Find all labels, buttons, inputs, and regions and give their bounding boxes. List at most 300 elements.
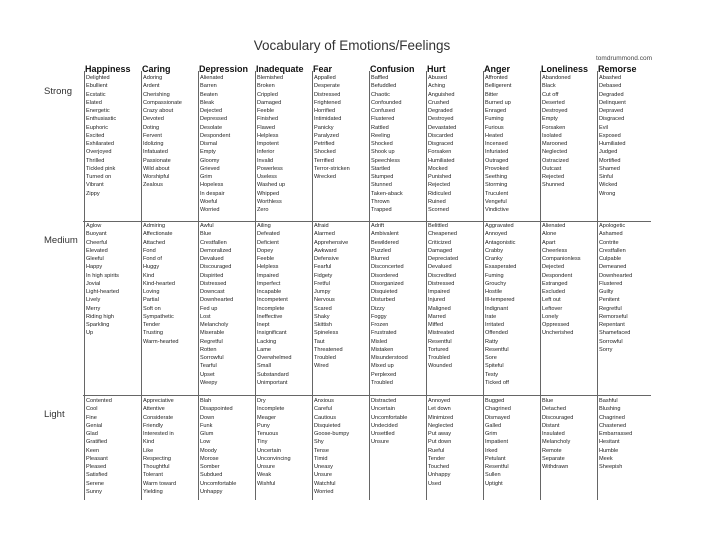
emotion-word: Worthless: [257, 198, 282, 205]
emotion-word: Tickled pink: [86, 165, 116, 172]
emotion-word: Fond of: [143, 256, 162, 262]
emotion-word: Degraded: [428, 108, 453, 114]
column-divider: [198, 71, 199, 500]
column-divider: [312, 71, 313, 500]
emotion-word: Mistaken: [371, 346, 394, 353]
emotion-word: Tortured: [428, 346, 449, 353]
emotion-word: Kind-hearted: [143, 280, 176, 287]
column-divider: [84, 71, 85, 500]
emotion-word: Cheerless: [542, 247, 568, 254]
emotion-word: Misunderstood: [371, 355, 408, 361]
word-list-strong: [314, 74, 368, 181]
emotion-word: Inept: [257, 322, 270, 328]
emotion-word: Puny: [257, 422, 270, 429]
emotion-word: Moody: [200, 447, 217, 454]
emotion-word: Tense: [314, 447, 329, 454]
emotion-word: Punished: [428, 174, 452, 180]
emotion-word: Appreciative: [143, 398, 174, 404]
emotion-word: Bewildered: [371, 239, 399, 246]
emotion-word: Tolerant: [143, 472, 163, 479]
column-header: Depression: [199, 64, 249, 74]
emotion-word: Bleak: [200, 99, 214, 106]
emotion-word: Meager: [257, 414, 276, 421]
emotion-word: Fond: [143, 247, 156, 254]
column-header: Fear: [313, 64, 333, 74]
emotion-word: Incompetent: [257, 297, 288, 304]
emotion-word: In high spirits: [86, 272, 119, 279]
emotion-word: Adrift: [371, 223, 385, 229]
emotion-word: Useless: [257, 174, 277, 180]
emotion-word: Touched: [428, 464, 450, 470]
emotion-word: Shy: [314, 439, 324, 446]
emotion-word: Cherishing: [143, 91, 170, 98]
emotion-word: Shamefaced: [599, 330, 631, 337]
emotion-word: Befuddled: [371, 83, 397, 90]
emotion-word: Humiliated: [428, 157, 455, 164]
word-list-medium: [86, 222, 140, 338]
emotion-word: Woeful: [200, 198, 218, 205]
column-header: Caring: [142, 64, 171, 74]
emotion-word: Yielding: [143, 488, 163, 495]
emotion-word: Flawed: [257, 124, 276, 131]
emotion-word: Enthusiastic: [86, 116, 117, 123]
column-header: Remorse: [598, 64, 637, 74]
emotion-word: Imperfect: [257, 280, 281, 287]
emotion-word: Crabby: [485, 247, 504, 254]
emotion-word: Outcast: [542, 165, 562, 172]
emotion-word: Uncomfortable: [371, 414, 408, 421]
emotion-word: Abandoned: [542, 75, 571, 81]
emotion-word: Mixed up: [371, 363, 394, 370]
emotion-word: Frightened: [314, 99, 341, 106]
emotion-word: Melancholy: [200, 322, 229, 328]
emotion-word: Mistreated: [428, 330, 455, 337]
emotion-word: Indignant: [485, 305, 509, 312]
emotion-word: Thrown: [371, 198, 390, 205]
emotion-word: Unimportant: [257, 379, 288, 386]
emotion-word: Embarrassed: [599, 431, 633, 437]
emotion-word: Apprehensive: [314, 239, 349, 246]
emotion-word: Threatened: [314, 346, 343, 353]
emotion-word: Undecided: [371, 422, 398, 429]
emotion-word: Paralyzed: [314, 132, 339, 139]
emotion-word: Warm-hearted: [143, 338, 179, 345]
emotion-word: Cheapened: [428, 231, 457, 238]
emotion-word: Penitent: [599, 297, 620, 304]
emotion-word: Uneasy: [314, 464, 333, 470]
emotion-word: Distressed: [428, 280, 455, 287]
emotion-word: Speechless: [371, 157, 400, 164]
emotion-word: Impaired: [428, 289, 450, 295]
column-divider: [597, 71, 598, 500]
emotion-word: Crippled: [257, 91, 278, 98]
emotion-word: Damaged: [428, 247, 453, 254]
emotion-word: Detached: [542, 406, 566, 413]
emotion-word: Pleased: [86, 464, 107, 470]
emotion-word: Friendly: [143, 422, 163, 429]
emotion-word: Nervous: [314, 297, 335, 304]
emotion-word: Disgraced: [599, 116, 625, 123]
emotion-word: Petrified: [314, 141, 335, 147]
emotion-word: Distant: [542, 422, 560, 429]
column-header: Happiness: [85, 64, 131, 74]
emotion-word: Rueful: [428, 447, 445, 454]
emotion-word: Broken: [257, 83, 275, 90]
emotion-word: Vengeful: [485, 198, 507, 205]
emotion-word: Crestfallen: [200, 239, 227, 246]
emotion-word: Worried: [314, 488, 334, 495]
word-list-strong: [542, 74, 596, 190]
emotion-word: Aglow: [86, 223, 102, 229]
emotion-word: Incapable: [257, 289, 282, 295]
emotion-word: Happy: [86, 264, 103, 271]
emotion-word: Grim: [200, 174, 213, 180]
emotion-word: Injured: [428, 297, 446, 304]
emotion-word: Ambivalent: [371, 231, 399, 238]
row-label-light: Light: [44, 409, 65, 420]
emotion-word: Aggravated: [485, 223, 514, 229]
word-list-light: [485, 397, 539, 488]
emotion-word: Subdued: [200, 472, 223, 479]
emotion-word: Watchful: [314, 480, 336, 487]
emotion-word: Vindictive: [485, 207, 509, 213]
emotion-word: Uncherished: [542, 330, 574, 337]
emotion-word: Blue: [542, 398, 554, 404]
emotion-word: Dry: [257, 398, 266, 404]
emotion-word: Uncertain: [371, 406, 395, 413]
emotion-word: Zero: [257, 207, 269, 213]
emotion-word: Startled: [371, 165, 391, 172]
emotion-word: Blue: [200, 231, 212, 238]
word-list-strong: [200, 74, 254, 214]
emotion-word: Misled: [371, 338, 388, 345]
emotion-word: Like: [143, 447, 154, 454]
emotion-word: Chaotic: [371, 91, 390, 98]
emotion-word: Resentful: [485, 464, 509, 470]
emotion-word: Depraved: [599, 108, 624, 114]
emotion-word: Thoughtful: [143, 464, 170, 470]
emotion-word: Wrecked: [314, 174, 336, 180]
emotion-word: Discarded: [428, 132, 454, 139]
emotion-word: Ailing: [257, 223, 271, 229]
emotion-word: Disquieted: [371, 289, 398, 295]
emotion-word: Wishful: [257, 480, 276, 487]
emotion-word: Grieved: [200, 165, 220, 172]
emotion-word: Disorganized: [371, 280, 404, 287]
emotion-word: Disconcerted: [371, 264, 404, 271]
emotion-word: Disgraced: [428, 141, 454, 147]
emotion-word: Exasperated: [485, 264, 517, 271]
emotion-word: Horrified: [314, 108, 336, 114]
column-divider: [369, 71, 370, 500]
emotion-word: Dizzy: [371, 305, 385, 312]
emotion-word: Furious: [485, 124, 504, 131]
emotion-word: Blemished: [257, 75, 284, 81]
emotion-word: Dismayed: [485, 414, 510, 421]
emotion-word: Interested in: [143, 431, 174, 437]
emotion-word: Rotten: [200, 346, 217, 353]
emotion-word: Thrilled: [86, 157, 105, 164]
emotion-word: Sinful: [599, 174, 613, 180]
emotion-word: Down: [200, 414, 215, 421]
emotion-word: Morose: [200, 455, 219, 462]
emotion-word: Satisfied: [86, 472, 108, 479]
emotion-word: Demeaned: [599, 264, 627, 271]
emotion-word: Elevated: [86, 247, 108, 254]
emotion-word: Humiliated: [599, 141, 626, 147]
column-header: Confusion: [370, 64, 415, 74]
emotion-word: Partial: [143, 297, 159, 304]
emotion-word: Heated: [485, 132, 504, 139]
emotion-word: Discouraged: [200, 264, 232, 271]
emotion-word: Blurred: [371, 256, 390, 262]
emotion-word: Dopey: [257, 247, 274, 254]
emotion-word: Tender: [428, 455, 446, 462]
emotion-word: Despondent: [542, 272, 573, 279]
emotion-word: Demoralized: [200, 247, 232, 254]
emotion-word: Upset: [200, 371, 215, 378]
emotion-word: Unconvincing: [257, 455, 291, 462]
emotion-word: Admiring: [143, 223, 166, 229]
emotion-word: Fine: [86, 414, 97, 421]
emotion-word: Frozen: [371, 322, 389, 328]
emotion-word: Trusting: [143, 330, 163, 337]
emotion-word: Spineless: [314, 330, 339, 337]
emotion-word: Jumpy: [314, 289, 331, 295]
emotion-word: Low: [200, 439, 211, 446]
emotion-word: Depreciated: [428, 256, 459, 262]
emotion-word: Evil: [599, 124, 609, 131]
emotion-word: Whipped: [257, 190, 280, 197]
emotion-word: Leftover: [542, 305, 563, 312]
emotion-word: Neglected: [428, 422, 454, 429]
emotion-word: Sorry: [599, 346, 613, 353]
emotion-word: Annoyed: [485, 231, 508, 238]
emotion-word: Ashamed: [599, 231, 623, 238]
word-list-strong: [599, 74, 653, 198]
emotion-word: Merry: [86, 305, 101, 312]
emotion-word: Excluded: [542, 289, 566, 295]
emotion-word: Respecting: [143, 455, 171, 462]
emotion-word: Bitter: [485, 91, 499, 98]
emotion-word: Abashed: [599, 75, 622, 81]
emotion-word: Confused: [371, 108, 395, 114]
emotion-word: Euphoric: [86, 124, 109, 131]
emotion-word: Miserable: [200, 330, 225, 337]
word-list-light: [86, 397, 140, 496]
emotion-word: Timid: [314, 455, 328, 462]
emotion-word: Left out: [542, 297, 561, 304]
emotion-word: Criticized: [428, 239, 452, 246]
emotion-word: Fuming: [485, 272, 504, 279]
emotion-word: Chagrined: [485, 406, 511, 413]
emotion-word: Chastened: [599, 422, 627, 429]
emotion-word: Goose-bumpy: [314, 431, 350, 437]
emotion-word: Devastated: [428, 124, 457, 131]
emotion-word: Incomplete: [257, 305, 285, 312]
word-list-medium: [314, 222, 368, 371]
row-label-strong: Strong: [44, 86, 72, 97]
emotion-word: Outraged: [485, 157, 509, 164]
emotion-word: Tiny: [257, 439, 268, 446]
emotion-word: Fearful: [314, 264, 332, 271]
emotion-word: Hesitant: [599, 439, 620, 446]
emotion-word: Deserted: [542, 99, 565, 106]
emotion-word: Ticked off: [485, 379, 509, 386]
emotion-word: Distracted: [371, 398, 397, 404]
emotion-word: Glum: [200, 431, 214, 437]
emotion-word: Glad: [86, 431, 98, 437]
word-list-strong: [485, 74, 539, 214]
word-list-strong: [371, 74, 425, 214]
emotion-word: Terror-stricken: [314, 165, 350, 172]
word-list-strong: [257, 74, 311, 214]
emotion-word: Insulated: [542, 431, 565, 437]
emotion-word: Sullen: [485, 472, 501, 479]
word-list-light: [428, 397, 482, 488]
emotion-word: Helpless: [257, 132, 279, 139]
emotion-word: Wounded: [428, 363, 452, 370]
emotion-word: Flustered: [599, 280, 623, 287]
emotion-word: Shocked: [371, 141, 393, 147]
emotion-word: Regretful: [599, 305, 622, 312]
emotion-word: Crazy about: [143, 108, 174, 114]
emotion-word: Overwhelmed: [257, 355, 292, 361]
emotion-word: Taken-aback: [371, 190, 403, 197]
emotion-word: Used: [428, 480, 442, 487]
emotion-word: Trapped: [371, 207, 392, 213]
emotion-word: Crestfallen: [599, 247, 626, 254]
emotion-word: Annoyed: [428, 398, 451, 404]
emotion-word: Incomplete: [257, 406, 285, 413]
emotion-word: Alone: [542, 231, 557, 238]
emotion-word: Awkward: [314, 247, 337, 254]
emotion-word: Sunny: [86, 488, 102, 495]
emotion-word: Troubled: [314, 355, 336, 361]
emotion-word: Contented: [86, 398, 112, 404]
emotion-word: Black: [542, 83, 556, 90]
emotion-word: Galled: [485, 422, 502, 429]
emotion-word: Uncertain: [257, 447, 281, 454]
emotion-word: Uptight: [485, 480, 503, 487]
emotion-word: Offended: [485, 330, 508, 337]
emotion-word: Confounded: [371, 99, 402, 106]
emotion-word: Skittish: [314, 322, 333, 328]
emotion-word: Regretful: [200, 338, 223, 345]
emotion-word: Beaten: [200, 91, 218, 98]
word-list-medium: [485, 222, 539, 387]
emotion-word: Humble: [599, 447, 619, 454]
emotion-word: Unhappy: [428, 472, 451, 479]
emotion-word: Anxious: [314, 398, 334, 404]
emotion-word: Fidgety: [314, 272, 333, 279]
emotion-word: Feeble: [257, 108, 275, 114]
emotion-word: Irked: [485, 447, 498, 454]
word-list-strong: [428, 74, 482, 214]
emotion-word: Belligerent: [485, 83, 512, 90]
emotion-word: Small: [257, 363, 271, 370]
emotion-word: Chagrined: [599, 414, 625, 421]
emotion-word: Tenuous: [257, 431, 279, 437]
emotion-word: Meek: [599, 455, 613, 462]
emotion-word: Funk: [200, 422, 213, 429]
emotion-word: Dispirited: [200, 272, 224, 279]
emotion-word: Disordered: [371, 272, 399, 279]
emotion-word: Alienated: [200, 75, 224, 81]
emotion-word: Exhilarated: [86, 141, 114, 147]
emotion-word: Irritated: [485, 322, 504, 328]
column-divider: [255, 71, 256, 500]
emotion-word: Deficient: [257, 239, 279, 246]
emotion-word: Debased: [599, 83, 622, 90]
word-list-medium: [200, 222, 254, 387]
emotion-word: Washed up: [257, 182, 286, 189]
emotion-word: Defeated: [257, 231, 280, 238]
emotion-word: Affronted: [485, 75, 508, 81]
emotion-word: Impaired: [257, 272, 279, 279]
emotion-word: Uncomfortable: [200, 480, 237, 487]
emotion-word: Frustrated: [371, 330, 397, 337]
emotion-word: Cheerful: [86, 239, 108, 246]
emotion-word: Marred: [428, 313, 446, 320]
column-header: Inadequate: [256, 64, 304, 74]
emotion-word: Distressed: [314, 91, 341, 98]
emotion-word: Forsaken: [428, 149, 452, 156]
word-list-light: [200, 397, 254, 496]
word-list-strong: [143, 74, 197, 190]
emotion-word: Awful: [200, 223, 214, 229]
emotion-word: Fed up: [200, 305, 218, 312]
word-list-medium: [428, 222, 482, 371]
word-list-strong: [86, 74, 140, 198]
emotion-word: Pleasant: [86, 455, 108, 462]
emotion-word: Serene: [86, 480, 105, 487]
emotion-word: Let down: [428, 406, 451, 413]
emotion-word: Desperate: [314, 83, 340, 90]
emotion-word: Zippy: [86, 190, 100, 197]
word-list-medium: [143, 222, 197, 346]
emotion-word: Withdrawn: [542, 464, 569, 470]
column-header: Loneliness: [541, 64, 589, 74]
emotion-word: Damaged: [257, 99, 282, 106]
emotion-word: Mocked: [428, 165, 448, 172]
emotion-word: Oppressed: [542, 322, 570, 328]
emotion-word: Zealous: [143, 182, 163, 189]
emotion-word: Afraid: [314, 223, 329, 229]
emotion-word: Discouraged: [542, 414, 574, 421]
emotion-word: Alienated: [542, 223, 566, 229]
emotion-word: Powerless: [257, 165, 283, 172]
emotion-word: Remorseful: [599, 313, 628, 320]
emotion-word: Resentful: [485, 346, 509, 353]
emotion-word: Judged: [599, 149, 618, 156]
emotion-word: Insignificant: [257, 330, 287, 337]
emotion-word: Neglected: [542, 149, 568, 156]
emotion-word: Rattled: [371, 124, 389, 131]
emotion-word: Enraged: [485, 108, 507, 114]
emotion-word: Tearful: [200, 363, 217, 370]
emotion-word: Cranky: [485, 256, 503, 262]
column-divider: [483, 71, 484, 500]
emotion-word: Ruined: [428, 198, 446, 205]
emotion-word: Depressed: [200, 116, 228, 123]
band-divider: [83, 395, 651, 396]
emotion-word: Ridiculed: [428, 190, 452, 197]
emotion-word: Disappointed: [200, 406, 233, 413]
emotion-word: Estranged: [542, 280, 568, 287]
column-divider: [141, 71, 142, 500]
emotion-word: Gloomy: [200, 157, 220, 164]
